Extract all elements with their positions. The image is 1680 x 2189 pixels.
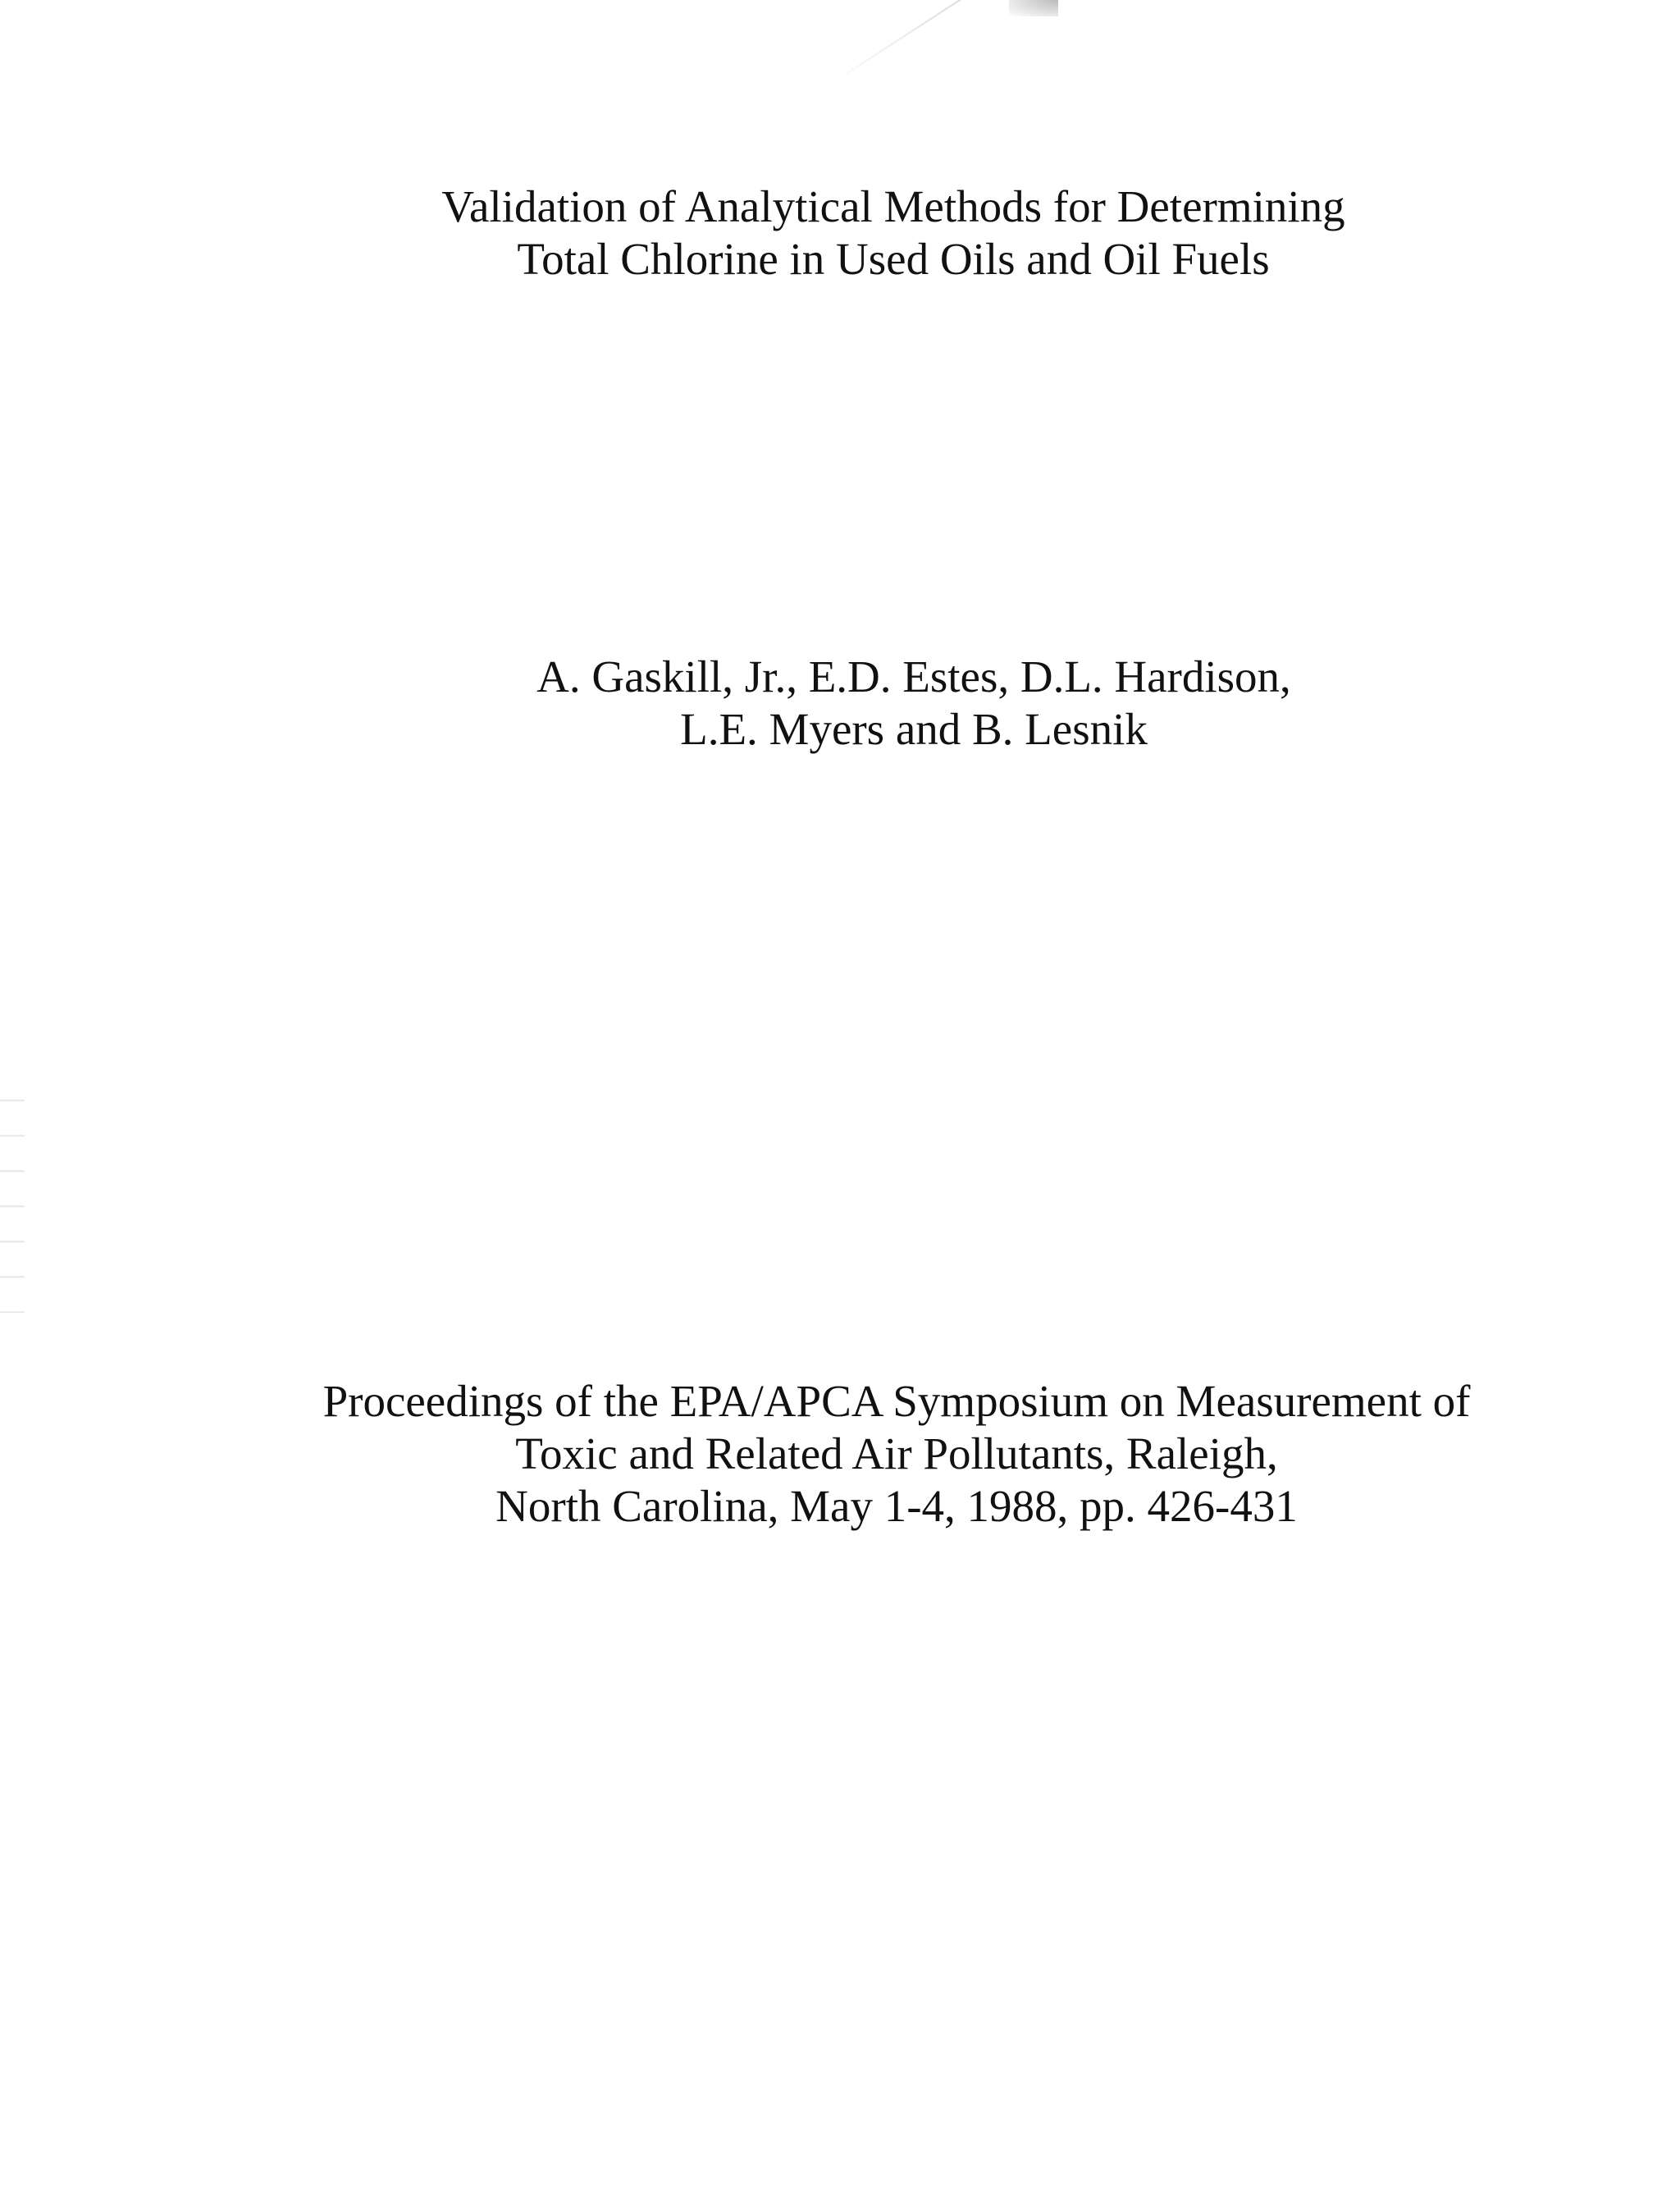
scan-crease-mark [844, 0, 1031, 75]
proceedings-citation [57, 1375, 1680, 1533]
paper-title [53, 181, 1680, 286]
proceedings-line-3: North Carolina, May 1-4, 1988, pp. 426-431 [495, 1481, 1298, 1531]
scan-edge-marks [0, 1067, 25, 1313]
title-line-1: Validation of Analytical Methods for Determining [441, 181, 1345, 231]
author-list [74, 651, 1680, 756]
title-line-2: Total Chlorine in Used Oils and Oil Fuels [517, 234, 1270, 284]
authors-line-1: A. Gaskill, Jr., E.D. Estes, D.L. Hardison, [536, 651, 1291, 701]
scan-corner-shadow [1009, 0, 1058, 16]
proceedings-line-2: Toxic and Related Air Pollutants, Raleigh, [515, 1428, 1278, 1478]
authors-line-2: L.E. Myers and B. Lesnik [680, 704, 1148, 754]
proceedings-line-1: Proceedings of the EPA/APCA Symposium on Measurement of [322, 1376, 1471, 1426]
